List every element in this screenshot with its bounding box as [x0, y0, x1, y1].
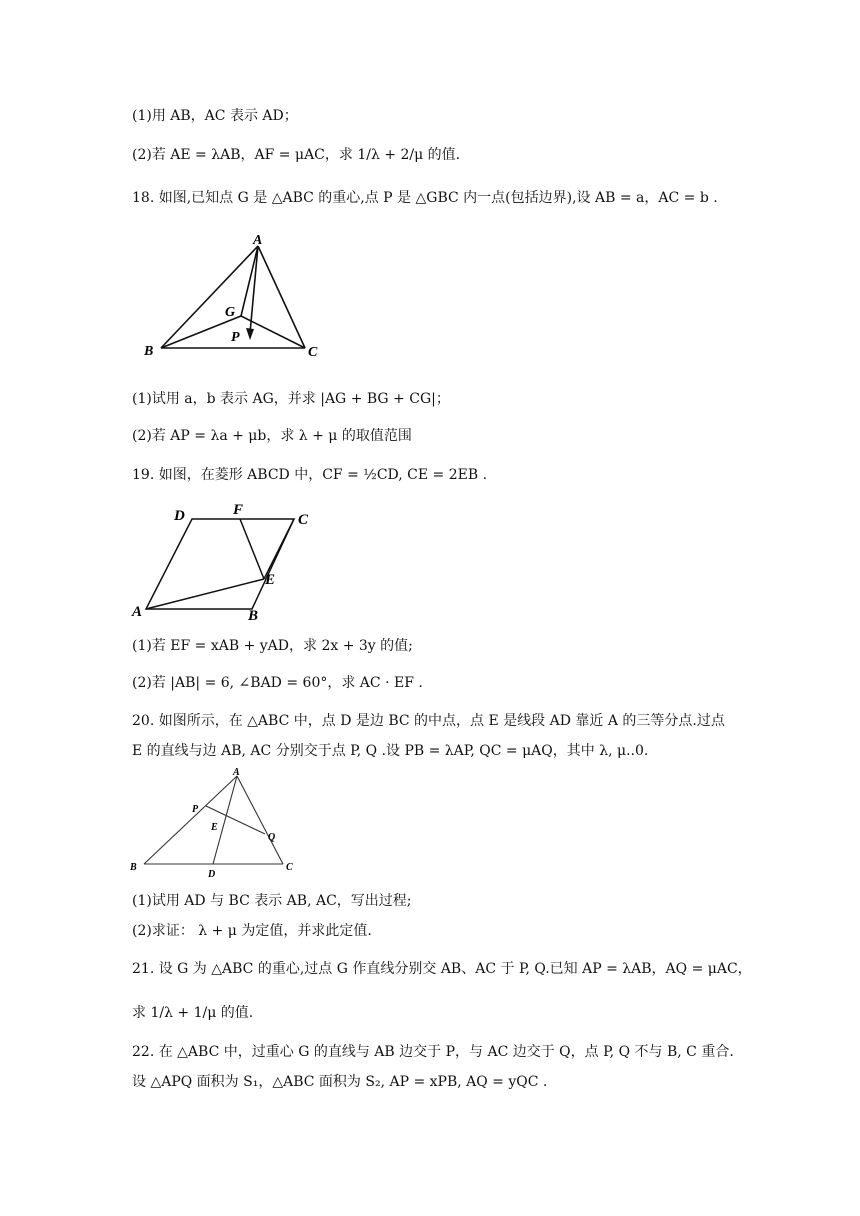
fig20-label-A: A	[233, 767, 240, 778]
q20-stem-line2: E 的直线与边 AB, AC 分别交于点 P, Q .设 PB = λAP, QC = μAQ，其中 λ, μ..0.	[132, 743, 649, 759]
fig18-label-B: B	[144, 344, 154, 359]
fig19-label-D: D	[174, 508, 185, 524]
fig20-label-D: D	[208, 869, 216, 878]
q21-stem: 21. 设 G 为 △ABC 的重心,过点 G 作直线分别交 AB、AC 于 P, Q.已知 AP = λAB，AQ = μAC，	[132, 961, 752, 977]
fig20-label-E: E	[211, 822, 218, 833]
q19-part2: (2)若 |AB| = 6, ∠BAD = 60°，求 AC · EF .	[132, 675, 423, 691]
fig20-label-C: C	[286, 862, 293, 873]
fig18-label-A: A	[253, 233, 263, 248]
q19-stem: 19. 如图，在菱形 ABCD 中，CF = ½CD, CE = 2EB .	[132, 467, 488, 483]
q20-part1: (1)试用 AD 与 BC 表示 AB, AC，写出过程;	[132, 893, 412, 909]
fig18-label-P: P	[231, 330, 240, 345]
q21-ask: 求 1/λ + 1/μ 的值.	[132, 1005, 254, 1021]
fig20-label-Q: Q	[268, 832, 276, 843]
figure-19	[130, 502, 320, 626]
fig19-label-A: A	[132, 604, 143, 620]
q18-stem: 18. 如图,已知点 G 是 △ABC 的重心,点 P 是 △GBC 内一点(包括边界),设 AB = a，AC = b .	[132, 190, 718, 206]
q20-part2: (2)求证： λ + μ 为定值，并求此定值.	[132, 923, 372, 939]
fig18-label-G: G	[225, 305, 236, 320]
fig19-label-E: E	[265, 572, 276, 588]
q17-part2: (2)若 AE = λAB，AF = μAC，求 1/λ + 2/μ 的值.	[132, 147, 461, 163]
fig19-label-C: C	[298, 512, 309, 528]
q18-part2: (2)若 AP = λa + μb，求 λ + μ 的取值范围	[132, 428, 412, 444]
fig19-label-F: F	[233, 502, 244, 518]
q22-stem-line2: 设 △APQ 面积为 S₁，△ABC 面积为 S₂, AP = xPB, AQ = yQC .	[132, 1074, 548, 1090]
fig20-label-B: B	[130, 862, 137, 873]
q22-stem-line1: 22. 在 △ABC 中，过重心 G 的直线与 AB 边交于 P，与 AC 边交于 Q，点 P, Q 不与 B, C 重合.	[132, 1044, 734, 1060]
fig20-label-P: P	[192, 804, 199, 815]
q18-part1: (1)试用 a，b 表示 AG，并求 |AG + BG + CG|；	[132, 391, 450, 407]
q20-stem-line1: 20. 如图所示，在 △ABC 中，点 D 是边 BC 的中点，点 E 是线段 AD 靠近 A 的三等分点.过点	[132, 713, 725, 729]
fig19-label-B: B	[248, 608, 259, 622]
q19-part1: (1)若 EF = xAB + yAD，求 2x + 3y 的值;	[132, 638, 413, 654]
figure-20	[128, 766, 308, 882]
q17-part1: (1)用 AB，AC 表示 AD；	[132, 108, 298, 124]
figure-18	[138, 228, 328, 367]
fig18-label-C: C	[308, 345, 318, 360]
